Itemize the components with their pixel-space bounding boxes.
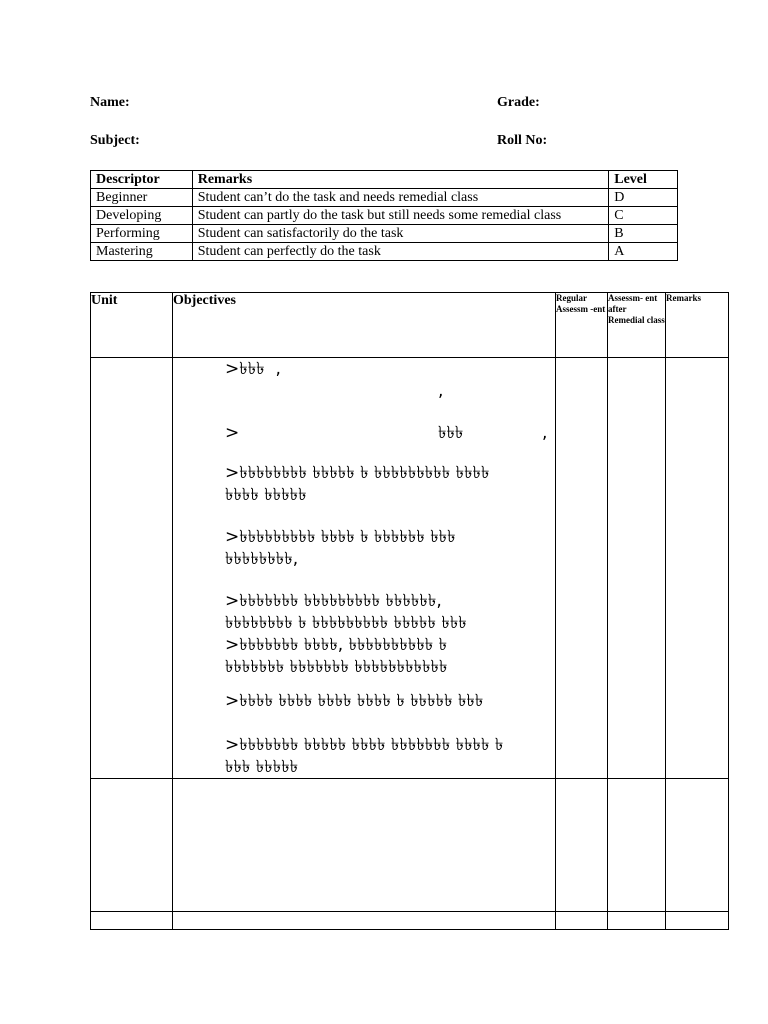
column-header-descriptor: Descriptor: [91, 171, 193, 189]
subject-label: Subject:: [90, 133, 140, 148]
unit-cell: [91, 912, 173, 930]
objective-line: >৳৳৳৳৳৳৳ ৳৳৳৳৳ ৳৳৳৳ ৳৳৳৳৳৳৳ ৳৳৳৳ ৳ ৳৳৳ ৳৳৳৳৳: [225, 735, 504, 777]
descriptor-cell: Beginner: [91, 189, 193, 207]
remarks-cell: Student can satisfactorily do the task: [192, 225, 609, 243]
name-label: Name:: [90, 95, 130, 110]
column-header-remarks: Remarks: [192, 171, 609, 189]
remarks-cell: Student can perfectly do the task: [192, 243, 609, 261]
objective-line: >৳৳৳৳৳৳৳৳ ৳৳৳৳৳ ৳ ৳৳৳৳৳৳৳৳৳ ৳৳৳৳ ৳৳৳৳ ৳৳৳৳৳: [225, 463, 490, 505]
table-row: [91, 207, 678, 225]
column-header-assessment-after-remedial: Assessm- ent after Remedial class: [608, 293, 666, 358]
table-row: [91, 189, 678, 207]
objective-line: ,: [438, 381, 444, 401]
descriptor-cell: Developing: [91, 207, 193, 225]
objective-line: >৳৳৳৳৳৳৳৳৳ ৳৳৳৳ ৳ ৳৳৳৳৳৳ ৳৳৳ ৳৳৳৳৳৳৳৳,: [225, 527, 456, 569]
unit-cell: [91, 779, 173, 912]
after-remedial-cell: [608, 358, 666, 779]
level-cell: C: [609, 207, 678, 225]
assessment-table: [90, 292, 729, 930]
unit-cell: [91, 358, 173, 779]
regular-assessment-cell: [556, 912, 608, 930]
remarks-cell: [666, 358, 729, 779]
column-header-remarks: Remarks: [666, 293, 729, 358]
remarks-cell: Student can’t do the task and needs remedial class: [192, 189, 609, 207]
descriptor-cell: Mastering: [91, 243, 193, 261]
assessment-table-header: [91, 293, 729, 358]
table-row: [91, 358, 729, 779]
objectives-cell: [173, 912, 556, 930]
rollno-label: Roll No:: [497, 133, 548, 148]
table-row: [91, 243, 678, 261]
objective-line: ,: [542, 423, 548, 443]
descriptor-cell: Performing: [91, 225, 193, 243]
column-header-objectives: Objectives: [173, 293, 556, 358]
objective-line: >৳৳৳৳ ৳৳৳৳ ৳৳৳৳ ৳৳৳৳ ৳ ৳৳৳৳৳ ৳৳৳: [225, 691, 484, 711]
after-remedial-cell: [608, 779, 666, 912]
table-row: [91, 912, 729, 930]
descriptor-table-header: [91, 171, 678, 189]
objective-line: >৳৳৳ ,: [225, 359, 281, 379]
descriptor-table: [90, 170, 678, 261]
remarks-cell: [666, 912, 729, 930]
column-header-regular-assessment: Regular Assessm -ent: [556, 293, 608, 358]
table-row: [91, 779, 729, 912]
level-cell: B: [609, 225, 678, 243]
objectives-cell: [173, 779, 556, 912]
remarks-cell: Student can partly do the task but still needs some remedial class: [192, 207, 609, 225]
regular-assessment-cell: [556, 358, 608, 779]
objective-line: ৳৳৳: [438, 423, 464, 443]
regular-assessment-cell: [556, 779, 608, 912]
table-row: [91, 225, 678, 243]
level-cell: D: [609, 189, 678, 207]
level-cell: A: [609, 243, 678, 261]
unit-value: [91, 358, 172, 362]
objectives-list: [173, 358, 555, 778]
objective-line: >: [225, 423, 240, 443]
objectives-cell: [173, 358, 556, 779]
column-header-unit: Unit: [91, 293, 173, 358]
grade-label: Grade:: [497, 95, 540, 110]
after-remedial-cell: [608, 912, 666, 930]
remarks-cell: [666, 779, 729, 912]
objective-line: >৳৳৳৳৳৳৳ ৳৳৳৳৳৳৳৳৳ ৳৳৳৳৳৳, ৳৳৳৳৳৳৳৳ ৳ ৳৳৳৳৳৳৳৳৳ ৳৳৳৳৳ ৳৳৳ >৳৳৳৳৳৳৳ ৳৳৳৳, ৳৳৳৳৳৳৳৳৳৳ ৳ ৳৳৳৳৳৳৳ ৳৳৳৳৳৳৳ ৳৳৳৳৳৳৳৳৳৳৳: [225, 591, 467, 677]
column-header-level: Level: [609, 171, 678, 189]
